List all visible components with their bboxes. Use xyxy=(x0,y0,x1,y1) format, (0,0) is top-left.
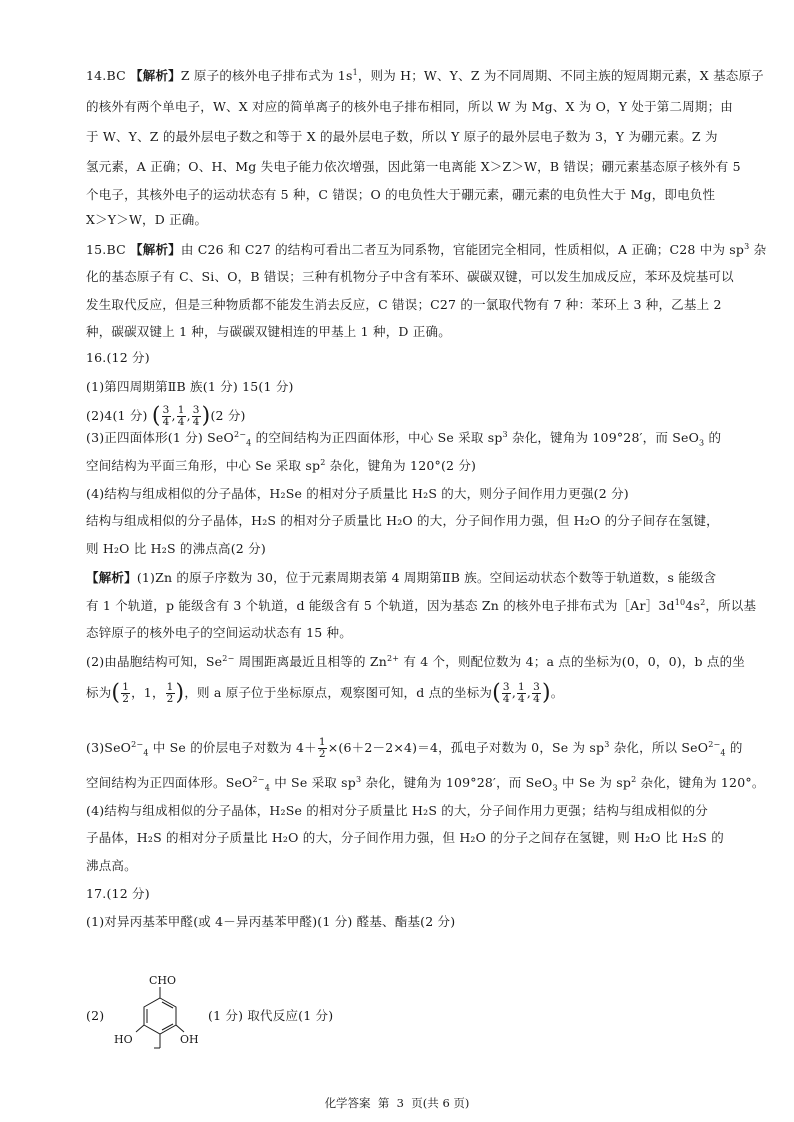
q14-answer: 14.BC xyxy=(86,68,131,83)
q16-explain-4-line-3: 沸点高。 xyxy=(86,858,137,873)
q15-text: 由 C26 和 C27 的结构可看出二者互为同系物，官能团完全相同，性质相似，A 正确；C28 中为 sp xyxy=(180,242,745,257)
denominator: 4 xyxy=(192,416,200,429)
sub: 4 xyxy=(246,438,252,448)
mol-ho-label: HO xyxy=(114,1033,133,1046)
sup: 2+ xyxy=(386,653,400,663)
text: 空间结构为正四面体形。SeO xyxy=(86,775,253,790)
mol-oh-label: OH xyxy=(180,1033,199,1046)
q15-line-4: 种，碳碳双键上 1 种，与碳碳双键相连的甲基上 1 种，D 正确。 xyxy=(86,324,451,339)
q16-explain-4-line-1: (4)结构与组成相似的分子晶体，H₂Se 的相对分子质量比 H₂S 的大，分子间作用力更强；结构与组成相似的分 xyxy=(86,803,708,818)
fraction xyxy=(502,682,511,705)
left-paren: ( xyxy=(151,403,161,429)
q15-sup: 3 xyxy=(744,241,750,251)
text: ×(6＋2－2×4)＝4，孤电子对数为 0，Se 为 sp xyxy=(327,740,605,756)
sub: 4 xyxy=(264,783,271,793)
text: ，1， xyxy=(131,685,165,701)
q14-line-3: 于 W、Y、Z 的最外层电子数之和等于 X 的最外层电子数，所以 Y 原子的最外层电子数为 3，Y 为硼元素。Z 为 xyxy=(86,129,718,144)
denominator: 4 xyxy=(518,693,525,706)
fraction xyxy=(177,405,186,428)
numerator: 1 xyxy=(318,736,326,748)
fraction xyxy=(162,405,171,428)
right-paren: ) xyxy=(175,680,185,706)
q16-header: 16.(12 分) xyxy=(86,350,150,365)
fraction xyxy=(121,682,130,705)
q14-line-4: 氢元素，A 正确；O、H、Mg 失电子能力依次增强，因此第一电离能 X＞Z＞W，B 错误；硼元素基态原子核外有 5 xyxy=(86,159,741,174)
q16-answer-3-line-1 xyxy=(86,429,722,448)
q16-explain-1-line-1 xyxy=(86,572,716,585)
numerator: 1 xyxy=(122,681,130,693)
q16-explain-1-line-2 xyxy=(86,597,757,613)
left-paren: ( xyxy=(111,680,121,706)
fraction xyxy=(166,682,175,705)
q14-line-6: X＞Y＞W，D 正确。 xyxy=(86,212,208,227)
text: 中 Se 为 sp xyxy=(557,775,632,790)
q16-answer-2-score: (2 分) xyxy=(210,408,246,424)
denominator: 4 xyxy=(502,693,510,706)
q16-explain-2-line-1 xyxy=(86,653,745,669)
q14-text: ，则为 H；W、Y、Z 为不同周期、不同主族的短周期元素，X 基态原子 xyxy=(357,68,764,83)
text: ，则 a 原子位于坐标原点，观察图可知，d 点的坐标为 xyxy=(184,685,493,701)
sup: 2− xyxy=(233,429,247,439)
q15-line-1 xyxy=(86,241,767,257)
q16-answer-2-text: (2)4(1 分) xyxy=(86,408,152,424)
numerator: 3 xyxy=(192,404,200,416)
sup: 2 xyxy=(700,597,706,607)
q16-explain-3-line-1 xyxy=(86,737,743,760)
q14-text: Z 原子的核外电子排布式为 1s xyxy=(180,68,353,83)
text: 。 xyxy=(550,685,564,701)
q17-answer-1: (1)对异丙基苯甲醛(或 4－异丙基苯甲醛)(1 分) 醛基、酯基(2 分) xyxy=(86,914,456,929)
text: 有 1 个轨道，p 能级含有 3 个轨道，d 能级含有 5 个轨道，因为基态 Zn 的核外电子排布式为［Ar］3d xyxy=(86,598,675,613)
text: 的 xyxy=(704,430,722,445)
sup: 10 xyxy=(674,597,686,607)
fraction xyxy=(517,682,526,705)
text: (3)正四面体形(1 分) SeO xyxy=(86,430,234,445)
sup: 2 xyxy=(631,774,637,784)
text: 杂化，键角为 120°。 xyxy=(636,775,765,790)
q16-answer-2: (2)4(1 分) ( $\frac{3}{4}$ , $\frac{1}{4}$ , $\frac{3}{4}$ )(2 分) xyxy=(86,403,246,429)
numerator: 3 xyxy=(533,681,540,693)
mol-cho-label: CHO xyxy=(149,974,177,987)
double-bond-line xyxy=(162,1024,173,1030)
page-footer: 化学答案 第 3 页(共 6 页) xyxy=(324,1096,470,1110)
q14-sup: 1 xyxy=(352,67,358,77)
q15-answer: 15.BC xyxy=(86,242,131,257)
text: 的 xyxy=(725,740,743,756)
sub: 3 xyxy=(552,783,558,793)
q14-line-5: 个电子，其核外电子的运动状态有 5 种，C 错误；O 的电负性大于硼元素，硼元素的电负性大于 Mg，即电负性 xyxy=(86,187,716,202)
text: (1)Zn 的原子序数为 30，位于元素周期表第 4 周期第ⅡB 族。空间运动状态个数等于轨道数，s 能级含 xyxy=(136,570,717,585)
text: (3)SeO xyxy=(86,740,132,756)
q16-answer-1: (1)第四周期第ⅡB 族(1 分) 15(1 分) xyxy=(86,379,294,394)
numerator: 1 xyxy=(166,681,174,693)
sup: 2 xyxy=(320,457,326,467)
sub: 4 xyxy=(143,748,149,758)
q17-header: 17.(12 分) xyxy=(86,886,150,901)
text: 标为 xyxy=(86,685,112,701)
text: 周围距离最近且相等的 Zn xyxy=(234,654,387,669)
sup: 3 xyxy=(356,774,362,784)
numerator: 3 xyxy=(502,681,510,693)
sup: 2− xyxy=(222,653,235,663)
q14-line-1 xyxy=(86,67,764,83)
q15-line-3: 发生取代反应，但是三种物质都不能发生消去反应，C 错误；C27 的一氯取代物有 7 种：苯环上 3 种，乙基上 2 xyxy=(86,297,722,312)
denominator: 4 xyxy=(162,416,170,429)
q15-text: 杂 xyxy=(749,242,767,257)
text: 有 4 个，则配位数为 4；a 点的坐标为(0，0，0)，b 点的坐 xyxy=(399,654,745,669)
text: 杂化，所以 SeO xyxy=(609,740,709,756)
q14-line-2: 的核外有两个单电子，W、X 对应的简单离子的核外电子排布相同，所以 W 为 Mg、X 为 O，Y 处于第二周期；由 xyxy=(86,99,734,114)
left-paren: ( xyxy=(492,680,501,706)
text: (2)由晶胞结构可知，Se xyxy=(86,654,223,669)
text: 中 Se 的价层电子对数为 4＋ xyxy=(148,740,317,756)
q16-answer-3-line-2 xyxy=(86,457,477,473)
sub: 4 xyxy=(720,748,726,758)
denominator: 2 xyxy=(122,693,130,706)
sup: 3 xyxy=(604,739,610,749)
right-paren: ) xyxy=(541,680,551,706)
text: 杂化，键角为 109°28′，而 SeO xyxy=(361,775,553,790)
numerator: 1 xyxy=(177,404,185,416)
explain-tag: 【解析】 xyxy=(86,570,137,585)
q16-answer-4-line-3: 则 H₂O 比 H₂S 的沸点高(2 分) xyxy=(86,541,266,556)
text: 空间结构为平面三角形，中心 Se 采取 sp xyxy=(86,458,321,473)
sub: 3 xyxy=(699,438,705,448)
q16-explain-3-line-2 xyxy=(86,774,765,793)
q16-explain-2-line-2: 标为( $\frac{1}{2}$ ，1， $\frac{1}{2}$ )，则 a 原子位于坐标原点，观察图可知，d 点的坐标为( $\frac{3}{4}$ , $\frac{1}{4}$ , $\frac{3}{4}$ )。 xyxy=(86,680,564,706)
sup: 2− xyxy=(131,739,144,749)
denominator: 2 xyxy=(318,748,326,761)
q14-tag: 【解析】 xyxy=(130,68,181,83)
q17-answer-2-text: (1 分) 取代反应(1 分) xyxy=(208,1008,334,1023)
text: ，所以基 xyxy=(705,598,757,613)
text: 杂化，键角为 109°28′，而 SeO xyxy=(507,430,700,445)
q16-explain-1-line-3: 态锌原子的核外电子的空间运动状态有 15 种。 xyxy=(86,625,352,640)
q15-tag: 【解析】 xyxy=(130,242,181,257)
right-paren: ) xyxy=(201,403,211,429)
sup: 2− xyxy=(252,774,265,784)
sup: 2− xyxy=(708,739,721,749)
q16-answer-4-line-1: (4)结构与组成相似的分子晶体，H₂Se 的相对分子质量比 H₂S 的大，则分子间作用力更强(2 分) xyxy=(86,486,629,501)
denominator: 4 xyxy=(177,416,185,429)
benzene-ring xyxy=(144,998,176,1034)
fraction xyxy=(192,405,201,428)
q15-line-2: 化的基态原子有 C、Si、O，B 错误；三种有机物分子中含有苯环、碳碳双键，可以发生加成反应，苯环及烷基可以 xyxy=(86,269,734,284)
text: 4s xyxy=(685,598,701,613)
text: 杂化，键角为 120°(2 分) xyxy=(325,458,477,473)
text: 的空间结构为正四面体形，中心 Se 采取 sp xyxy=(251,430,503,445)
denominator: 2 xyxy=(166,693,174,706)
q16-answer-4-line-2: 结构与组成相似的分子晶体，H₂S 的相对分子质量比 H₂O 的大，分子间作用力强，但 H₂O 的分子间存在氢键， xyxy=(86,513,719,528)
denominator: 4 xyxy=(533,693,540,706)
fraction xyxy=(318,737,327,760)
bond-line xyxy=(176,1025,184,1032)
q17-answer-2-label: (2) xyxy=(86,1008,105,1023)
molecule-structure xyxy=(110,968,206,1054)
fraction xyxy=(532,682,541,705)
double-bond-line xyxy=(162,1002,173,1008)
numerator: 1 xyxy=(518,681,525,693)
bond-line xyxy=(136,1025,144,1032)
sup: 3 xyxy=(502,429,508,439)
q16-explain-4-line-2: 子晶体，H₂S 的相对分子质量比 H₂O 的大，分子间作用力强，但 H₂O 的分子之间存在氢键，则 H₂O 比 H₂S 的 xyxy=(86,830,724,845)
text: 中 Se 采取 sp xyxy=(270,775,356,790)
numerator: 3 xyxy=(162,404,170,416)
